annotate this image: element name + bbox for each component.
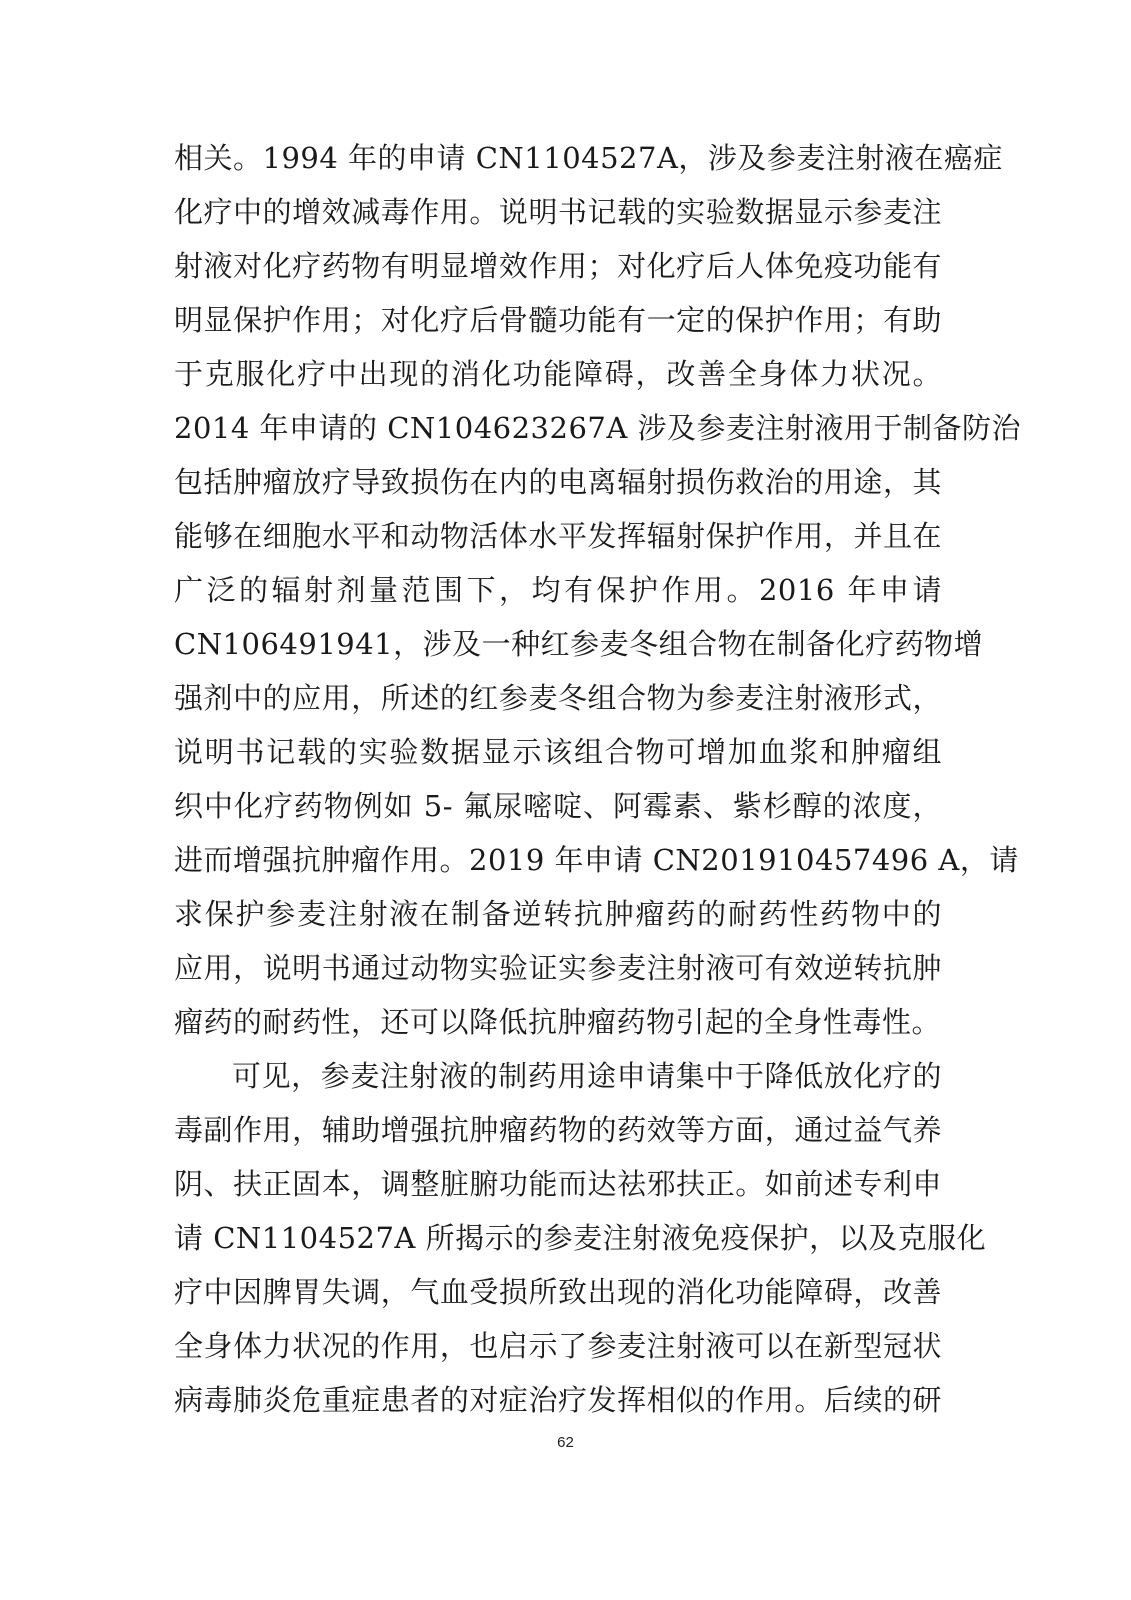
text-line: 全身体力状况的作用，也启示了参麦注射液可以在新型冠状 bbox=[174, 1329, 942, 1363]
text-line: 明显保护作用；对化疗后骨髓功能有一定的保护作用；有助 bbox=[174, 303, 942, 337]
text-line: 广泛的辐射剂量范围下，均有保护作用。2016 年申请 bbox=[174, 573, 942, 607]
text-line: 射液对化疗药物有明显增效作用；对化疗后人体免疫功能有 bbox=[174, 249, 942, 283]
text-line: 化疗中的增效减毒作用。说明书记载的实验数据显示参麦注 bbox=[174, 195, 942, 229]
text-line: 强剂中的应用，所述的红参麦冬组合物为参麦注射液形式， bbox=[174, 681, 942, 715]
text-line: 相关。1994 年的申请 CN1104527A，涉及参麦注射液在癌症 bbox=[174, 141, 1003, 175]
text-line: 瘤药的耐药性，还可以降低抗肿瘤药物引起的全身性毒性。 bbox=[174, 1005, 942, 1039]
text-line: 说明书记载的实验数据显示该组合物可增加血浆和肿瘤组 bbox=[174, 735, 942, 769]
text-line: 能够在细胞水平和动物活体水平发挥辐射保护作用，并且在 bbox=[174, 519, 942, 553]
text-line: 阴、扶正固本，调整脏腑功能而达祛邪扶正。如前述专利申 bbox=[174, 1167, 942, 1201]
text-line: 包括肿瘤放疗导致损伤在内的电离辐射损伤救治的用途，其 bbox=[174, 465, 942, 499]
text-line: 疗中因脾胃失调，气血受损所致出现的消化功能障碍，改善 bbox=[174, 1275, 942, 1309]
text-line: 2014 年申请的 CN104623267A 涉及参麦注射液用于制备防治 bbox=[174, 411, 1022, 445]
page-number: 62 bbox=[557, 1434, 574, 1451]
text-line: CN106491941，涉及一种红参麦冬组合物在制备化疗药物增 bbox=[174, 627, 984, 661]
text-line: 毒副作用，辅助增强抗肿瘤药物的药效等方面，通过益气养 bbox=[174, 1113, 942, 1147]
text-line: 进而增强抗肿瘤作用。2019 年申请 CN201910457496 A，请 bbox=[174, 843, 1019, 877]
text-line: 病毒肺炎危重症患者的对症治疗发挥相似的作用。后续的研 bbox=[174, 1383, 942, 1417]
text-line: 请 CN1104527A 所揭示的参麦注射液免疫保护，以及克服化 bbox=[174, 1221, 987, 1255]
text-line: 应用，说明书通过动物实验证实参麦注射液可有效逆转抗肿 bbox=[174, 951, 942, 985]
text-line: 求保护参麦注射液在制备逆转抗肿瘤药的耐药性药物中的 bbox=[174, 897, 942, 931]
text-line: 于克服化疗中出现的消化功能障碍，改善全身体力状况。 bbox=[174, 357, 942, 391]
text-line: 织中化疗药物例如 5- 氟尿嘧啶、阿霉素、紫杉醇的浓度， bbox=[174, 789, 942, 823]
text-line: 可见，参麦注射液的制药用途申请集中于降低放化疗的 bbox=[232, 1059, 942, 1093]
